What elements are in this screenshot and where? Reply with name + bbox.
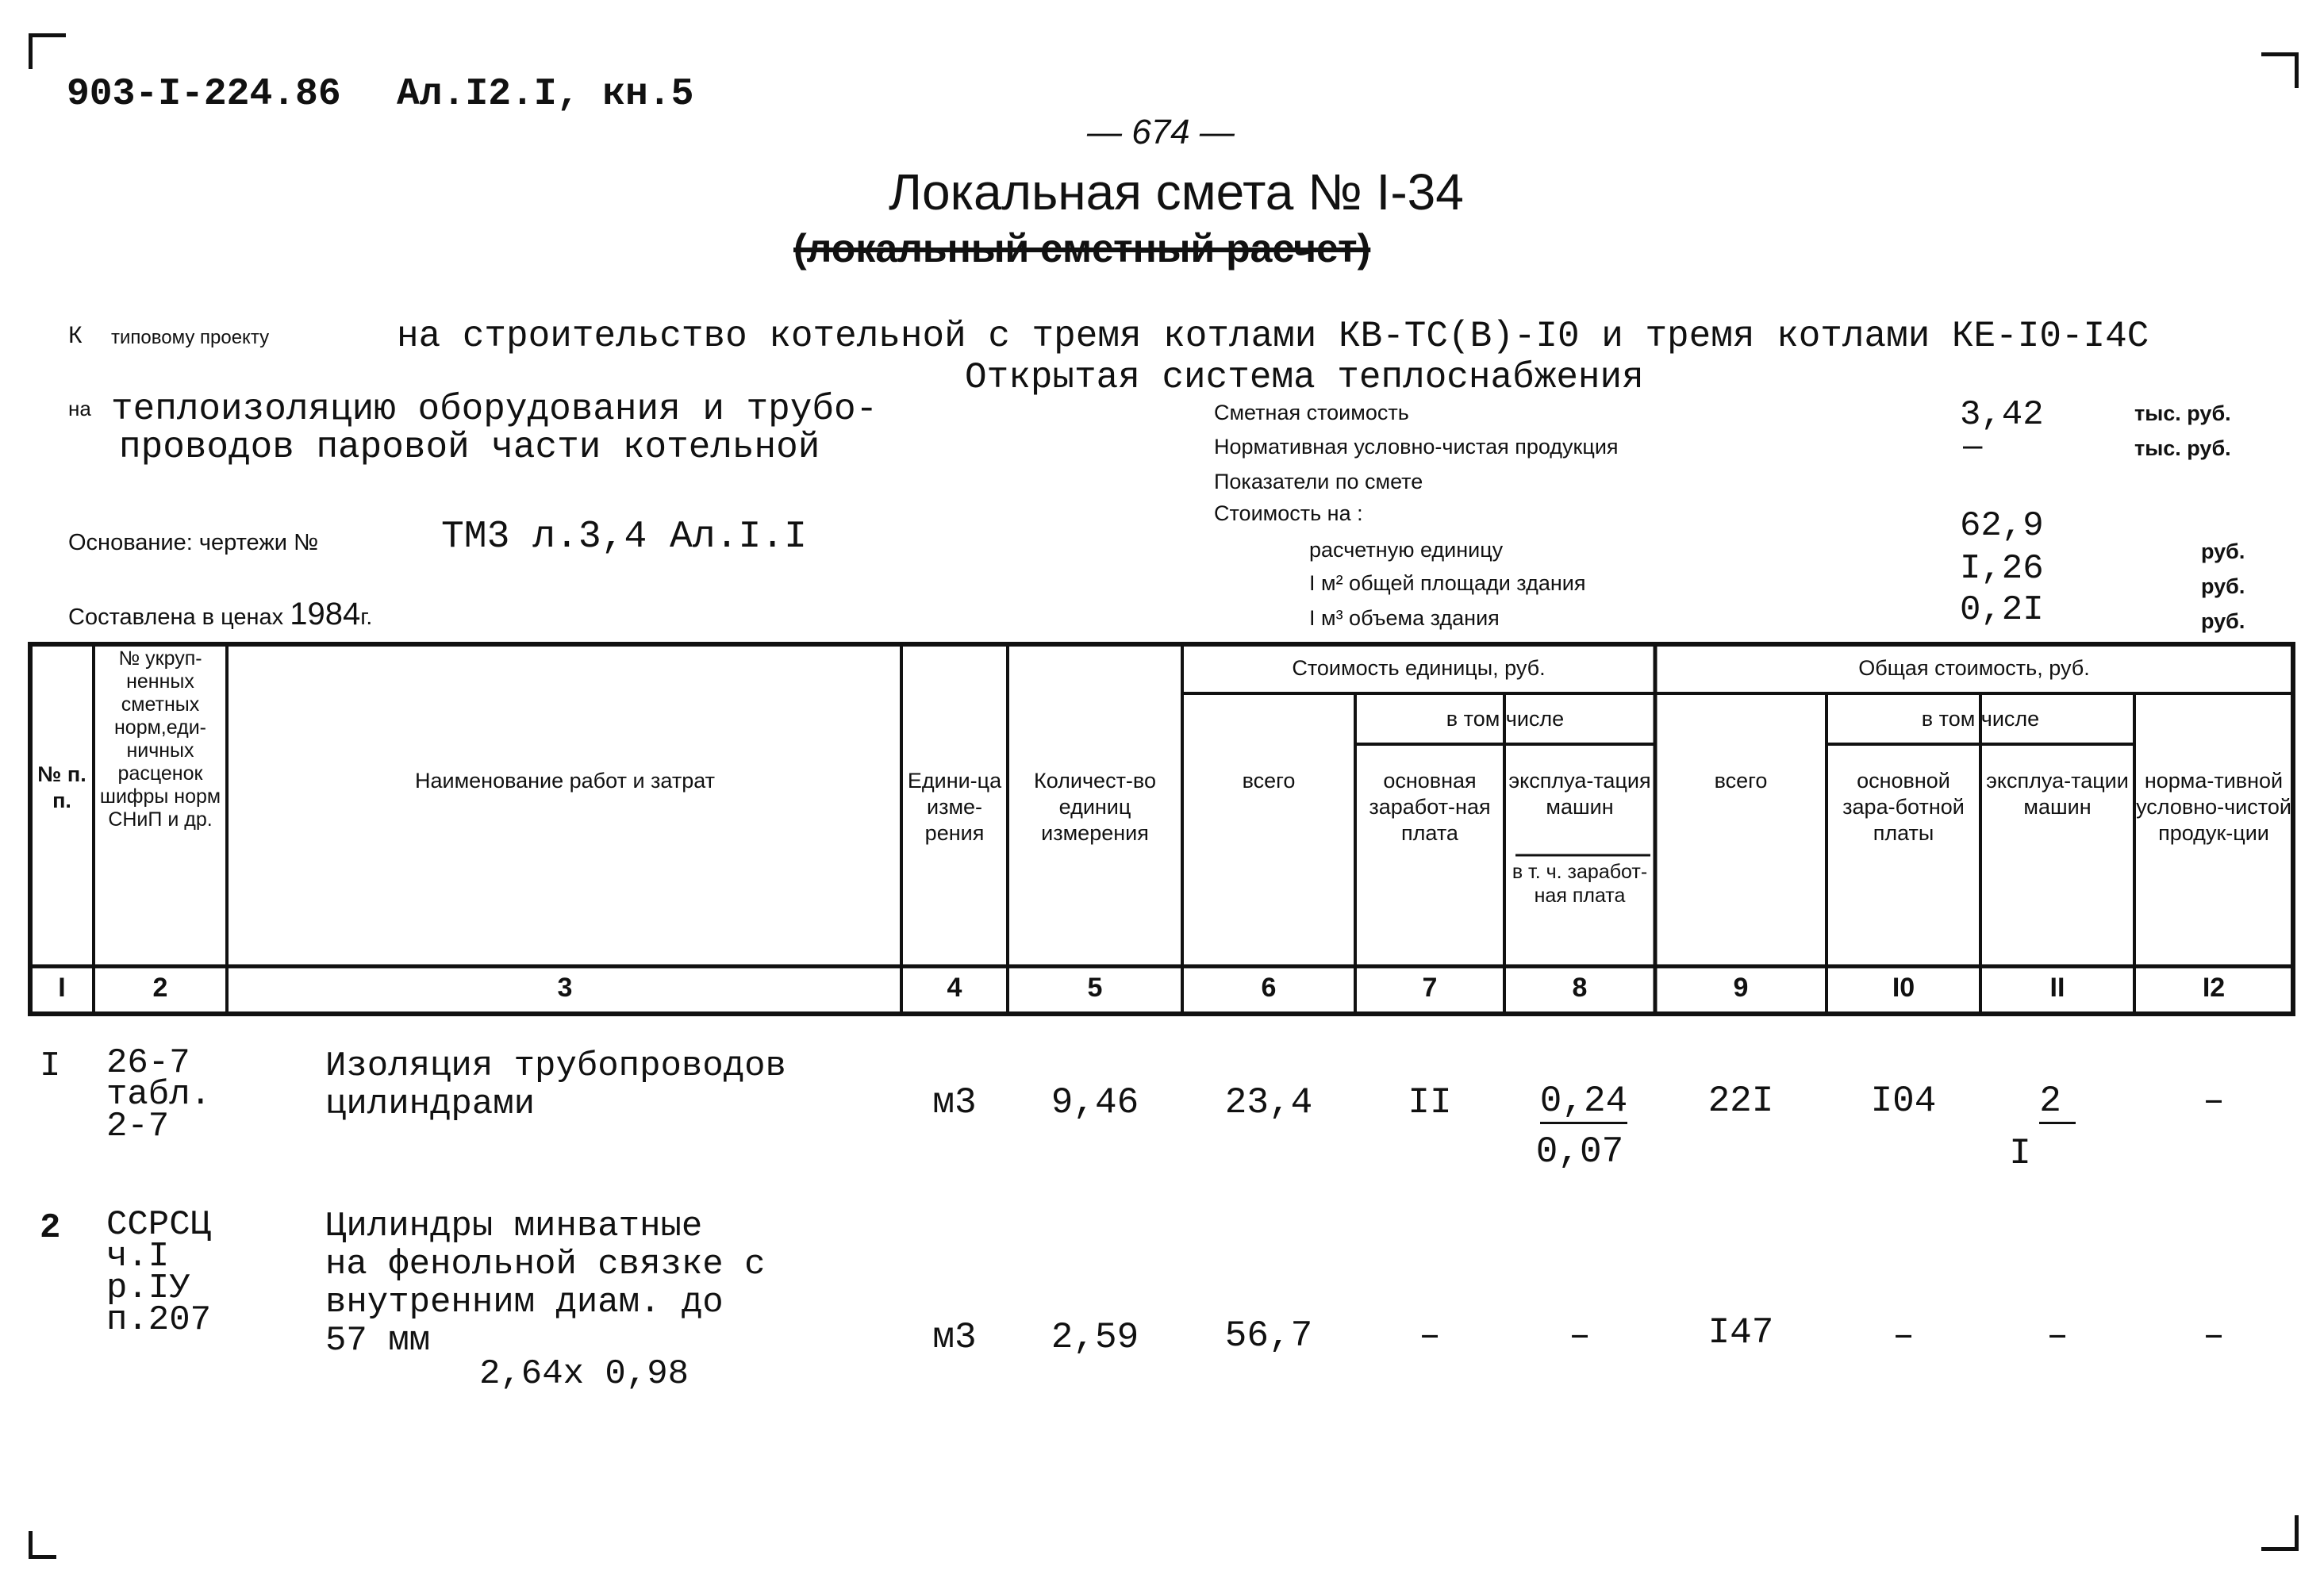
- col-header-total-cost: Общая стоимость, руб.: [1858, 656, 2090, 680]
- col-header-unit-machines: эксплуа-тация машин: [1508, 769, 1651, 819]
- corner-mark-top-right: [2261, 52, 2299, 88]
- row-total-machines: [1980, 1081, 2134, 1122]
- col-number-10: I0: [1892, 973, 1915, 1003]
- col-number-6: 6: [1261, 973, 1277, 1003]
- per-area-label: I м² общей площади здания: [1309, 571, 1586, 595]
- basis-label: Основание: чертежи №: [68, 530, 319, 555]
- row-total-machines-wage: I: [2009, 1133, 2031, 1174]
- prices-label-text: Составлена в ценах: [68, 605, 284, 630]
- row-unit-wage: II: [1408, 1082, 1452, 1123]
- estimated-cost-label: Сметная стоимость: [1214, 401, 1409, 424]
- prices-year: 1984: [290, 597, 361, 631]
- row-work-name: Цилиндры минватные на фенольной связке с внутренним диам. до 57 мм: [325, 1207, 766, 1361]
- estimated-cost-unit: тыс. руб.: [2134, 401, 2231, 425]
- col-header-unit-cost-including: в том числе: [1446, 707, 1565, 731]
- per-unit-label: расчетную единицу: [1309, 538, 1504, 562]
- page-title: Локальная смета № I-34: [889, 163, 1464, 221]
- project-text-line2: Открытая система теплоснабжения: [965, 357, 1644, 398]
- row-total-normative: –: [2203, 1081, 2225, 1122]
- to-label: К: [68, 322, 83, 348]
- col-number-4: 4: [947, 973, 962, 1003]
- col-number-9: 9: [1733, 973, 1749, 1003]
- col-header-total-normative: норма-тивной условно-чистой продук-ции: [2136, 769, 2291, 845]
- normative-product-label: Нормативная условно-чистая продукция: [1214, 435, 1619, 459]
- work-description-line2: проводов паровой части котельной: [119, 427, 820, 468]
- per-volume-value: 0,2I: [1960, 590, 2044, 630]
- project-text: на строительство котельной с тремя котлами КВ-ТС(В)-I0 и тремя котлами КЕ-I0-I4С: [397, 316, 2149, 357]
- row-unit-total: 56,7: [1224, 1315, 1313, 1357]
- row-total-wage: I04: [1870, 1081, 1937, 1122]
- on-label: на: [68, 397, 91, 420]
- row-unit-machines-value: 0,24: [1540, 1081, 1627, 1124]
- col-header-unit-total: всего: [1242, 769, 1296, 793]
- col-header-unit: Едини-ца изме-рения: [907, 769, 1002, 845]
- row-total-machines-value: 2: [2039, 1081, 2076, 1124]
- per-unit-value: 62,9: [1960, 506, 2044, 546]
- col-header-total-wage: основной зара-ботной платы: [1842, 769, 1965, 845]
- col-number-11: II: [2049, 973, 2065, 1003]
- col-header-total: всего: [1714, 769, 1768, 793]
- row-unit-total: 23,4: [1224, 1082, 1313, 1123]
- corner-mark-top-left: [29, 33, 66, 69]
- row-number: 2: [40, 1208, 61, 1248]
- project-label: типовому проекту: [111, 327, 270, 348]
- cost-per-label: Стоимость на :: [1214, 501, 1363, 525]
- col-header-unit-wage: основная заработ-ная плата: [1369, 769, 1491, 845]
- row-total-machines: –: [2046, 1315, 2069, 1357]
- prices-year-suffix: г.: [360, 605, 373, 630]
- estimated-cost-value: 3,42: [1960, 395, 2044, 435]
- per-area-value: I,26: [1960, 549, 2044, 589]
- row-calculation: 2,64х 0,98: [479, 1354, 690, 1394]
- col-header-total-cost-including: в том числе: [1921, 707, 2040, 731]
- row-work-name: Изоляция трубопроводов цилиндрами: [325, 1046, 786, 1124]
- per-volume-label: I м³ объема здания: [1309, 606, 1500, 630]
- col-number-2: 2: [152, 973, 168, 1003]
- row-total: I47: [1707, 1312, 1774, 1353]
- indicators-label: Показатели по смете: [1214, 470, 1423, 493]
- row-quantity: 9,46: [1051, 1082, 1139, 1123]
- row-quantity: 2,59: [1051, 1317, 1139, 1358]
- normative-product-unit: тыс. руб.: [2134, 436, 2231, 460]
- col-number-1: I: [58, 973, 66, 1003]
- row-total: 22I: [1707, 1081, 1774, 1122]
- per-area-unit: руб.: [2201, 574, 2245, 598]
- corner-mark-bottom-right: [2261, 1515, 2299, 1551]
- per-volume-unit: руб.: [2201, 609, 2245, 633]
- album-reference: Ал.I2.I, кн.5: [397, 73, 694, 116]
- row-unit: м3: [932, 1082, 977, 1123]
- document-code: 903-I-224.86: [67, 73, 341, 116]
- col-header-unit-machines-wage: в т. ч. заработ-ная плата: [1512, 861, 1648, 907]
- per-unit-unit: руб.: [2201, 539, 2245, 563]
- col-number-3: 3: [557, 973, 573, 1003]
- col-header-row-number: № п. п.: [37, 762, 86, 812]
- normative-product-value: –: [1963, 425, 1983, 464]
- row-total-normative: –: [2203, 1315, 2225, 1357]
- prices-label: [68, 597, 372, 632]
- corner-mark-bottom-left: [29, 1531, 56, 1559]
- row-number: I: [40, 1046, 61, 1086]
- col-header-unit-cost: Стоимость единицы, руб.: [1292, 656, 1546, 680]
- row-unit-wage: –: [1419, 1315, 1441, 1357]
- work-description-line1: теплоизоляцию оборудования и трубо-: [111, 389, 878, 430]
- col-number-8: 8: [1572, 973, 1588, 1003]
- row-unit-machines: –: [1569, 1315, 1591, 1357]
- row-unit-machines-wage: 0,07: [1535, 1131, 1624, 1173]
- col-header-norm-code: № укруп-ненных сметных норм,еди-ничных расценок шифры норм СНиП и др.: [99, 647, 221, 831]
- page-number: — 674 —: [1087, 113, 1235, 152]
- row-total-wage: –: [1892, 1315, 1915, 1357]
- row-norm-code: 26-7 табл. 2-7: [106, 1043, 212, 1146]
- col-number-5: 5: [1087, 973, 1103, 1003]
- basis-value: ТМ3 л.3,4 Ал.I.I: [441, 516, 807, 559]
- page-subtitle-struck: (локальный сметный расчет): [793, 226, 1371, 271]
- row-unit-machines: [1536, 1081, 1631, 1122]
- row-norm-code: ССРСЦ ч.I р.IУ п.207: [106, 1205, 212, 1340]
- col-number-7: 7: [1422, 973, 1438, 1003]
- col-header-work-name: Наименование работ и затрат: [414, 769, 715, 793]
- col-header-quantity: Количест-во единиц измерения: [1034, 769, 1156, 845]
- row-unit: м3: [932, 1317, 977, 1358]
- col-number-12: I2: [2202, 973, 2226, 1003]
- col-header-total-machines: эксплуа-тации машин: [1986, 769, 2129, 819]
